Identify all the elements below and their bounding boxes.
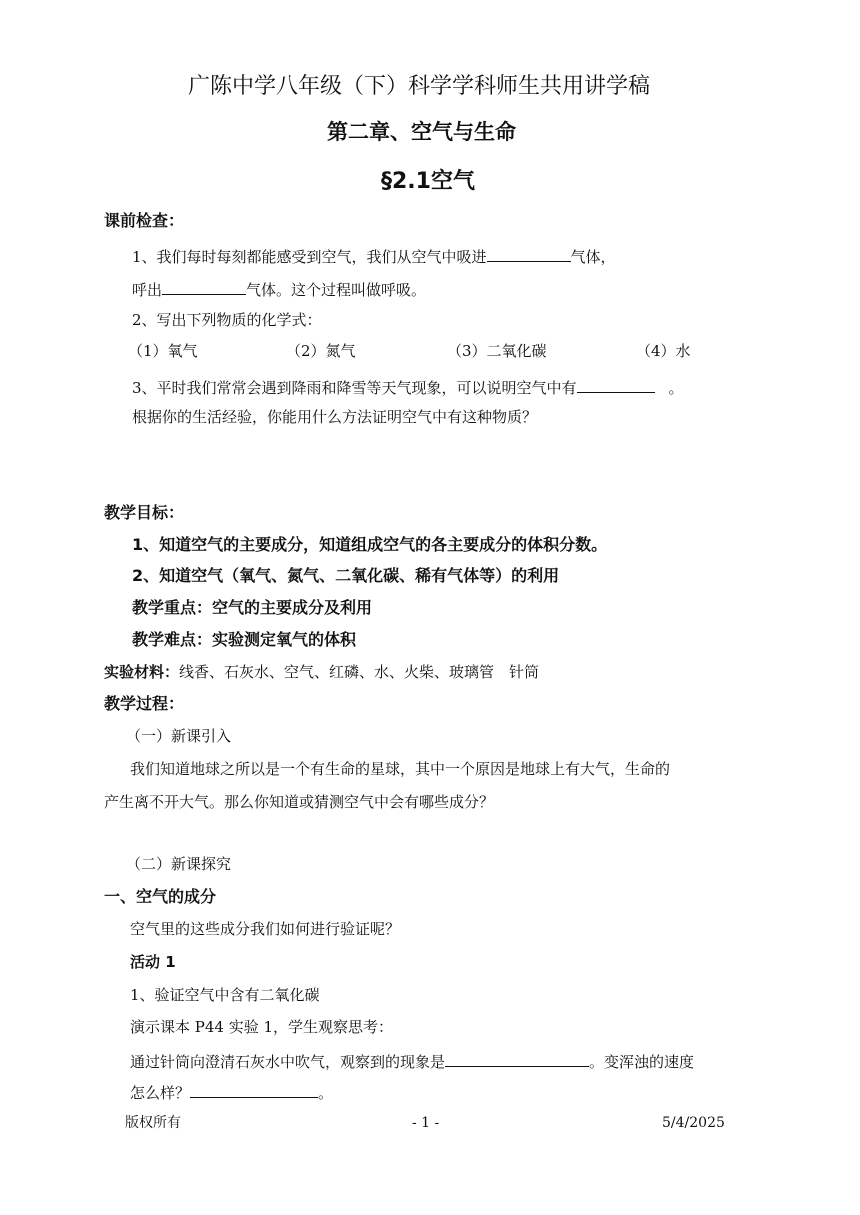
precheck-heading: 课前检查： (104, 211, 185, 230)
obs-text-c: 怎么样？ (130, 1084, 191, 1102)
obs-blank-1[interactable] (445, 1052, 589, 1067)
activity-label: 活动 1 (130, 953, 176, 971)
footer-page-number: - 1 - (412, 1115, 440, 1131)
materials-text: 线香、石灰水、空气、红磷、水、火柴、玻璃管 针筒 (179, 663, 540, 681)
q1-blank-2[interactable] (162, 280, 246, 295)
precheck-q3-line1 (132, 378, 684, 396)
precheck-q2: 2、写出下列物质的化学式： (132, 311, 322, 329)
q1-text-d: 气体。这个过程叫做呼吸。 (246, 281, 427, 299)
q3-text-b: 。 (668, 379, 684, 397)
goal-1: 1、知道空气的主要成分，知道组成空气的各主要成分的体积分数。 (132, 535, 608, 554)
chapter-title: 第二章、空气与生命 (327, 120, 516, 144)
precheck-q1-line2 (132, 280, 426, 298)
key-point: 教学重点：空气的主要成分及利用 (132, 598, 373, 617)
goal-2: 2、知道空气（氧气、氮气、二氧化碳、稀有气体等）的利用 (132, 566, 560, 585)
q3-blank[interactable] (577, 378, 655, 393)
q1-blank-1[interactable] (487, 247, 571, 262)
q2-item-3: （3）二氧化碳 (447, 342, 547, 360)
intro-label: （一）新课引入 (126, 727, 232, 745)
explore-label: （二）新课探究 (126, 855, 232, 873)
step-1: 1、验证空气中含有二氧化碳 (130, 986, 320, 1004)
q2-item-2: （2）氮气 (286, 342, 356, 360)
section-title: §2.1空气 (381, 169, 475, 194)
obs-blank-2[interactable] (190, 1083, 318, 1098)
part1-heading: 一、空气的成分 (104, 887, 217, 906)
q2-item-4: （4）水 (636, 342, 691, 360)
intro-paragraph-line2: 产生离不开大气。那么你知道或猜测空气中会有哪些成分？ (104, 793, 495, 811)
intro-paragraph-line1: 我们知道地球之所以是一个有生命的星球，其中一个原因是地球上有大气，生命的 (130, 760, 671, 778)
process-heading: 教学过程： (104, 694, 185, 713)
observation-line1 (130, 1052, 694, 1070)
obs-text-d: 。 (318, 1084, 334, 1102)
footer-date: 5/4/2025 (662, 1115, 725, 1131)
footer-copyright: 版权所有 (125, 1115, 181, 1131)
goals-heading: 教学目标： (104, 503, 185, 522)
q1-text-b: 气体， (570, 248, 616, 266)
materials-line (104, 665, 539, 680)
demo-instruction: 演示课本 P44 实验 1，学生观察思考： (130, 1018, 394, 1036)
verify-question: 空气里的这些成分我们如何进行验证呢？ (130, 920, 401, 938)
q1-text-a: 1、我们每时每刻都能感受到空气，我们从空气中吸进 (132, 248, 487, 266)
q2-item-1: （1）氧气 (128, 342, 198, 360)
obs-text-a: 通过针筒向澄清石灰水中吹气，观察到的现象是 (130, 1053, 446, 1071)
document-title: 广陈中学八年级（下）科学学科师生共用讲学稿 (188, 74, 651, 99)
materials-label: 实验材料： (104, 663, 180, 681)
q1-text-c: 呼出 (132, 281, 163, 299)
precheck-q3-line2: 根据你的生活经验，你能用什么方法证明空气中有这种物质？ (132, 408, 538, 426)
difficult-point: 教学难点：实验测定氧气的体积 (132, 630, 357, 649)
precheck-q1-line1 (132, 247, 616, 265)
obs-text-b: 。变浑浊的速度 (589, 1053, 695, 1071)
observation-line2 (130, 1083, 333, 1101)
q3-text-a: 3、平时我们常常会遇到降雨和降雪等天气现象，可以说明空气中有 (132, 379, 577, 397)
